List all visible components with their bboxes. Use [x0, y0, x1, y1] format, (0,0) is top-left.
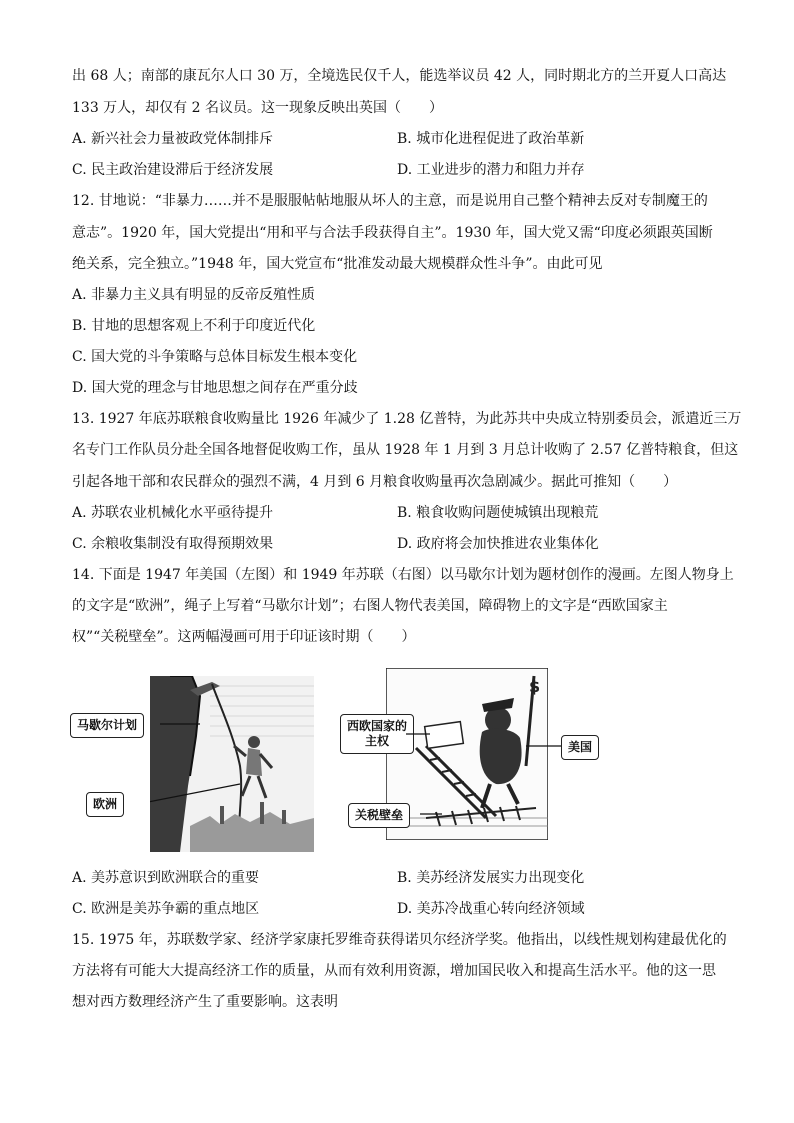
- label-marshall-plan: 马歇尔计划: [70, 713, 144, 738]
- q14-stem-line-2: 的文字是“欧洲”，绳子上写着“马歇尔计划”；右图人物代表美国，障碍物上的文字是“西欧国家主: [72, 598, 668, 614]
- q14-option-b: B. 美苏经济发展实力出现变化: [397, 870, 585, 886]
- q12-stem-line-1: 12. 甘地说：“非暴力……并不是服服帖帖地服从坏人的主意，而是说用自己整个精神去反对专制魔王的: [72, 193, 708, 209]
- label-europe: 欧洲: [86, 792, 124, 817]
- label-usa: 美国: [561, 735, 599, 760]
- q12-stem-line-2: 意志”。1920 年，国大党提出“用和平与合法手段获得自主”。1930 年，国大党又需“印度必须跟英国断: [72, 225, 713, 241]
- label-tariff-barrier: 关税壁垒: [348, 803, 410, 828]
- q15-stem-line-3: 想对西方数理经济产生了重要影响。这表明: [72, 994, 338, 1010]
- q12-option-b: B. 甘地的思想客观上不利于印度近代化: [72, 318, 316, 334]
- q14-option-d: D. 美苏冷战重心转向经济领域: [397, 901, 585, 917]
- left-cartoon-figure: [77, 676, 314, 852]
- q11-option-d: D. 工业进步的潜力和阻力并存: [397, 162, 585, 178]
- label-western-europe-sovereignty-line-2: 主权: [365, 734, 390, 748]
- q13-option-c: C. 余粮收集制没有取得预期效果: [72, 536, 274, 552]
- q11-option-c: C. 民主政治建设滞后于经济发展: [72, 162, 274, 178]
- q13-option-b: B. 粮食收购问题使城镇出现粮荒: [397, 505, 599, 521]
- q13-stem-line-3: 引起各地干部和农民群众的强烈不满，4 月到 6 月粮食收购量再次急剧减少。据此可推知（ ）: [72, 474, 678, 490]
- q14-stem-line-1: 14. 下面是 1947 年美国（左图）和 1949 年苏联（右图）以马歇尔计划为题材创作的漫画。左图人物身上: [72, 567, 734, 583]
- q11-option-b: B. 城市化进程促进了政治革新: [397, 131, 585, 147]
- label-western-europe-sovereignty-line-1: 西欧国家的: [347, 719, 408, 733]
- q15-stem-line-2: 方法将有可能大大提高经济工作的质量，从而有效利用资源，增加国民收入和提高生活水平。他的这一思: [72, 963, 716, 979]
- q14-option-c: C. 欧洲是美苏争霸的重点地区: [72, 901, 260, 917]
- left-cartoon-leader-lines: [150, 676, 314, 852]
- q12-option-d: D. 国大党的理念与甘地思想之间存在严重分歧: [72, 380, 358, 396]
- q13-stem-line-1: 13. 1927 年底苏联粮食收购量比 1926 年减少了 1.28 亿普特，为此苏共中央成立特别委员会，派遣近三万: [72, 411, 742, 427]
- q14-option-a: A. 美苏意识到欧洲联合的重要: [72, 870, 260, 886]
- q12-option-a: A. 非暴力主义具有明显的反帝反殖性质: [72, 287, 316, 303]
- svg-text:$: $: [529, 677, 541, 696]
- right-cartoon-figure: [347, 668, 593, 840]
- q14-stem-line-3: 权”“关税壁垒”。这两幅漫画可用于印证该时期（ ）: [72, 629, 416, 645]
- q13-stem-line-2: 名专门工作队员分赴全国各地督促收购工作，虽从 1928 年 1 月到 3 月总计收购了 2.57 亿普特粮食，但这: [72, 442, 739, 458]
- q12-option-c: C. 国大党的斗争策略与总体目标发生根本变化: [72, 349, 358, 365]
- q13-option-d: D. 政府将会加快推进农业集体化: [397, 536, 599, 552]
- right-cartoon-leader-lines: [386, 668, 586, 840]
- q11-stem-line-1: 出 68 人；南部的康瓦尔人口 30 万，全境选民仅千人，能选举议员 42 人，同时期北方的兰开夏人口高达: [72, 68, 727, 84]
- q11-stem-line-2: 133 万人，却仅有 2 名议员。这一现象反映出英国（ ）: [72, 100, 443, 116]
- q12-stem-line-3: 绝关系，完全独立。”1948 年，国大党宣布“批准发动最大规模群众性斗争”。由此可见: [72, 256, 603, 272]
- q13-option-a: A. 苏联农业机械化水平亟待提升: [72, 505, 274, 521]
- q15-stem-line-1: 15. 1975 年，苏联数学家、经济学家康托罗维奇获得诺贝尔经济学奖。他指出，以线性规划构建最优化的: [72, 932, 727, 948]
- q11-option-a: A. 新兴社会力量被政党体制排斥: [72, 131, 274, 147]
